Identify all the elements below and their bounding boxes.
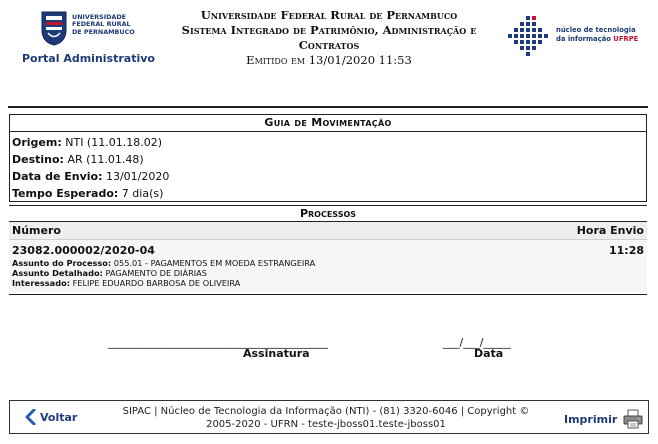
ufrpe-logo [18,6,155,68]
imprimir-label: Imprimir [564,412,618,426]
voltar-label: Voltar [40,410,78,424]
processo-numero: 23082.000002/2020-04 [12,244,155,257]
report-title [158,8,500,68]
header-divider [8,106,648,108]
assunto-detalhado: Assunto Detalhado: PAGAMENTO DE DIÁRIAS [12,268,207,278]
processos-table-header [9,222,647,240]
ufrpe-crest-icon [40,10,68,46]
nti-wordmark: núcleo de tecnologia da informação UFRPE [556,26,639,43]
col-hora-envio: Hora Envio [576,224,644,237]
signature-line: ________________________________________ [108,336,328,349]
interessado: Interessado: FELIPE EDUARDO BARBOSA DE OLIVEIRA [12,278,241,288]
date-label: Data [474,347,504,360]
processos-title: Processos [9,206,647,222]
printer-icon [623,409,643,429]
processos-section [9,205,647,295]
footer-bar [9,400,649,434]
chevron-left-icon [24,409,36,425]
university-name: Universidade Federal Rural de Pernambuco [200,8,458,22]
nti-logo [508,14,648,56]
footer-info: SIPAC | Núcleo de Tecnologia da Informação (NTI) - (81) 3320-6046 | Copyright © 2005-2020 - UFRN - teste-jboss01.teste-jboss01 [122,406,530,430]
tempo-esperado-field: Tempo Esperado: 7 dia(s) [12,187,164,200]
processo-hora: 11:28 [608,244,644,257]
system-name-line2: Contratos [298,38,360,52]
voltar-button[interactable] [24,409,77,425]
system-name-line1: Sistema Integrado de Patrimônio, Administração e [181,23,477,37]
nti-dots-icon [508,14,552,56]
table-row [9,240,647,292]
origem-field: Origem: NTI (11.01.18.02) [12,136,162,149]
destino-field: Destino: AR (11.01.48) [12,153,144,166]
signature-label: Assinatura [243,347,310,360]
data-envio-field: Data de Envio: 13/01/2020 [12,170,170,183]
report-header [0,0,658,78]
col-numero: Número [12,224,61,237]
ufrpe-wordmark: UNIVERSIDADE FEDERAL RURAL DE PERNAMBUCO [72,13,135,36]
imprimir-button[interactable] [564,409,643,429]
assunto-processo: Assunto do Processo: 055.01 - PAGAMENTOS EM MOEDA ESTRANGEIRA [12,258,316,268]
issued-timestamp: Emitido em 13/01/2020 11:53 [246,53,412,67]
portal-administrativo-link[interactable]: Portal Administrativo [22,52,155,65]
guia-section [9,114,647,202]
date-line: ___/___/_____ [443,336,511,349]
guia-title: Guia de Movimentação [10,115,646,132]
